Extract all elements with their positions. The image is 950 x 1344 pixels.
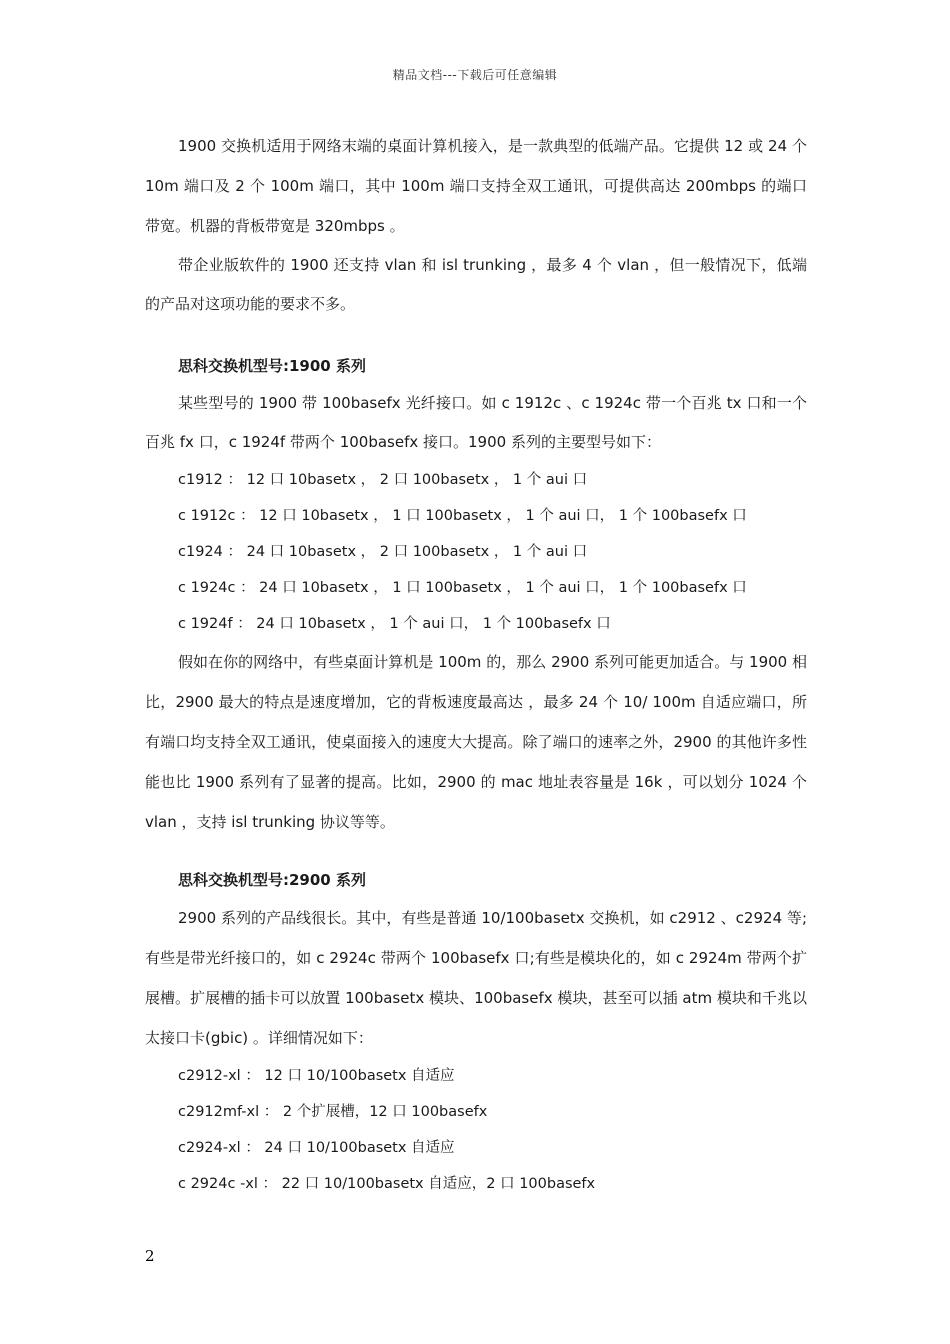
- paragraph-1900-models: 某些型号的 1900 带 100basefx 光纤接口。如 c 1912c 、c 1924c 带一个百兆 tx 口和一个百兆 fx 口，c 1924f 带两个 100basefx 接口。1900 系列的主要型号如下：: [145, 394, 807, 451]
- page-header: 精品文档---下载后可任意编辑: [392, 68, 558, 82]
- list-item: c2912mf-xl ： 2 个扩展槽，12 口 100basefx: [178, 1104, 488, 1120]
- list-item: c 1924f ： 24 口 10basetx ， 1 个 aui 口， 1 个 100basefx 口: [178, 616, 611, 632]
- list-item: c1924 ： 24 口 10basetx ， 2 口 100basetx ， 1 个 aui 口: [178, 544, 588, 560]
- paragraph-1900-intro: 1900 交换机适用于网络末端的桌面计算机接入，是一款典型的低端产品。它提供 12 或 24 个 10m 端口及 2 个 100m 端口，其中 100m 端口支持全双工通讯，可提供高达 200mbps 的端口带宽。机器的背板带宽是 320mbps 。: [145, 137, 807, 235]
- paragraph-2900-models: 2900 系列的产品线很长。其中，有些是普通 10/100basetx 交换机，如 c2912 、c2924 等;有些是带光纤接口的，如 c 2924c 带两个 100basefx 口;有些是模块化的，如 c 2924m 带两个扩展槽。扩展槽的插卡可以放置 100basetx 模块、100basefx 模块，甚至可以插 atm 模块和千兆以太接口卡(gbic) 。详细情况如下：: [145, 909, 807, 1047]
- list-item: c2912-xl ： 12 口 10/100basetx 自适应: [178, 1068, 455, 1084]
- document-body: [145, 126, 807, 1202]
- page-number: 2: [145, 1247, 155, 1265]
- list-item: c1912 ： 12 口 10basetx ， 2 口 100basetx ， 1 个 aui 口: [178, 472, 588, 488]
- list-item: c 2924c -xl ： 22 口 10/100basetx 自适应，2 口 100basefx: [178, 1176, 596, 1192]
- list-item: c 1912c ： 12 口 10basetx ， 1 口 100basetx ， 1 个 aui 口， 1 个 100basefx 口: [178, 508, 747, 524]
- list-item: c2924-xl ： 24 口 10/100basetx 自适应: [178, 1140, 455, 1156]
- heading-2900-series: 思科交换机型号:2900 系列: [178, 871, 366, 889]
- paragraph-2900-intro: 假如在你的网络中，有些桌面计算机是 100m 的，那么 2900 系列可能更加适合。与 1900 相比，2900 最大的特点是速度增加，它的背板速度最高达 ，最多 24 个 10/ 100m 自适应端口，所有端口均支持全双工通讯，使桌面接入的速度大大提高。除了端口的速率之外，2900 的其他许多性能也比 1900 系列有了显著的提高。比如，2900 的 mac 地址表容量是 16k ，可以划分 1024 个 vlan ，支持 isl trunking 协议等等。: [145, 653, 807, 831]
- heading-1900-series: 思科交换机型号:1900 系列: [178, 357, 366, 375]
- list-item: c 1924c ： 24 口 10basetx ， 1 口 100basetx ， 1 个 aui 口， 1 个 100basefx 口: [178, 580, 747, 596]
- paragraph-1900-vlan: 带企业版软件的 1900 还支持 vlan 和 isl trunking ，最多 4 个 vlan ，但一般情况下，低端的产品对这项功能的要求不多。: [145, 256, 807, 313]
